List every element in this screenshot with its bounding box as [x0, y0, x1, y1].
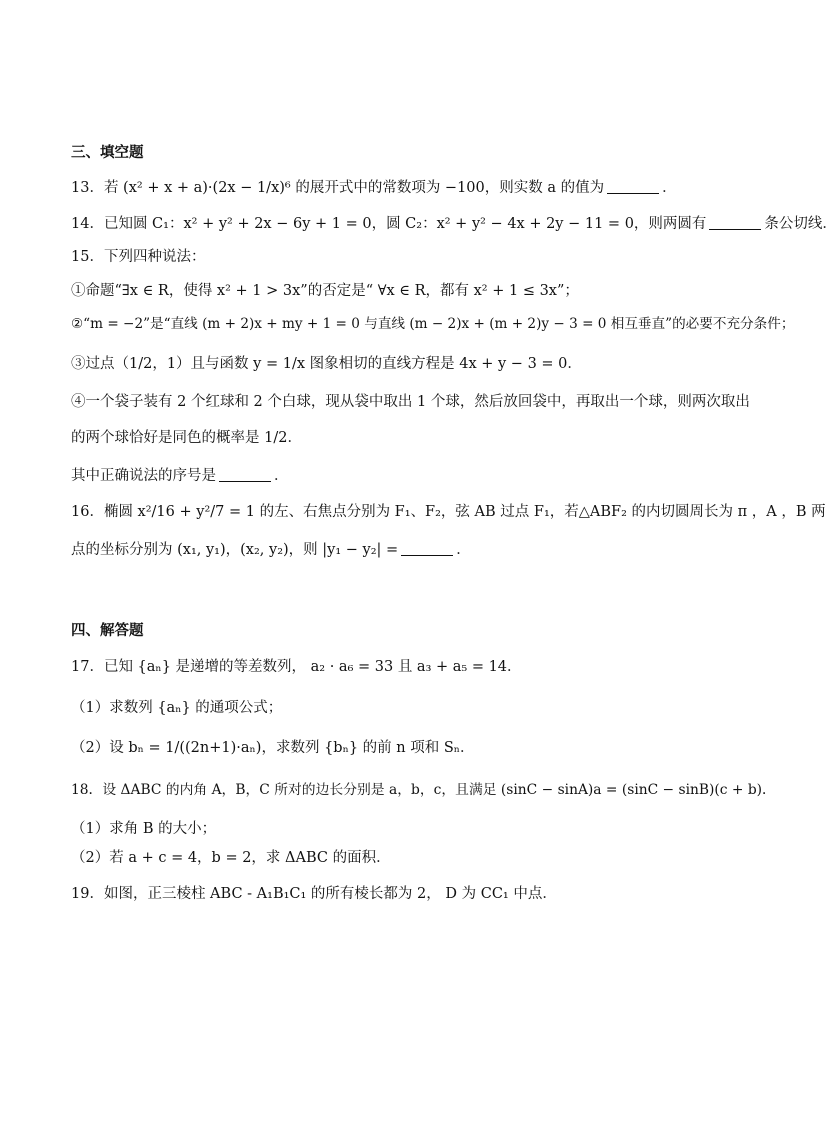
question-17: 17．已知 {aₙ} 是递增的等差数列， a₂ · a₆ = 33 且 a₃ + a₅ = 14．: [71, 659, 522, 675]
question-17-part-1: （1）求数列 {aₙ} 的通项公式；: [71, 700, 283, 716]
question-14: 14．已知圆 C₁：x² + y² + 2x − 6y + 1 = 0，圆 C₂：x² + y² − 4x + 2y − 11 = 0，则两圆有 条公切线．: [71, 216, 837, 232]
answer-blank[interactable]: [607, 179, 659, 194]
question-13: 13．若 (x² + x + a)·(2x − 1/x)⁶ 的展开式中的常数项为 −100，则实数 a 的值为 ．: [71, 180, 677, 196]
question-16-line-2: 点的坐标分别为 (x₁, y₁)，(x₂, y₂)，则 |y₁ − y₂| = ．: [71, 542, 471, 558]
question-15-item-4-line-2: 的两个球恰好是同色的概率是 1/2．: [71, 430, 302, 446]
answer-blank[interactable]: [709, 215, 761, 230]
question-18-part-1: （1）求角 B 的大小；: [71, 821, 217, 837]
question-15-item-2: ②“m = −2”是“直线 (m + 2)x + my + 1 = 0 与直线 (m − 2)x + (m + 2)y − 3 = 0 相互垂直”的必要不充分条件；: [71, 316, 795, 332]
section-title-fill-blank: 三、填空题: [71, 145, 144, 161]
question-15-item-3: ③过点（1/2，1）且与函数 y = 1/x 图象相切的直线方程是 4x + y − 3 = 0．: [71, 356, 582, 372]
question-18-part-2: （2）若 a + c = 4，b = 2，求 ΔABC 的面积．: [71, 850, 391, 866]
question-16-line-1: 16．椭圆 x²/16 + y²/7 = 1 的左、右焦点分别为 F₁、F₂，弦 AB 过点 F₁，若△ABF₂ 的内切圆周长为 π ，A ，B 两: [71, 504, 826, 520]
question-13-text: 13．若 (x² + x + a)·(2x − 1/x)⁶ 的展开式中的常数项为 −100，则实数 a 的值为: [71, 180, 605, 196]
question-18: 18．设 ΔABC 的内角 A，B，C 所对的边长分别是 a，b，c，且满足 (sinC − sinA)a = (sinC − sinB)(c + b)．: [71, 782, 776, 798]
section-title-answer-questions: 四、解答题: [71, 623, 144, 639]
question-15: 15．下列四种说法：: [71, 249, 206, 265]
answer-blank[interactable]: [401, 541, 453, 556]
question-17-part-2: （2）设 bₙ = 1/((2n+1)·aₙ)，求数列 {bₙ} 的前 n 项和 Sₙ．: [71, 740, 475, 756]
question-15-answer: 其中正确说法的序号是 ．: [71, 468, 289, 484]
question-19: 19．如图，正三棱柱 ABC - A₁B₁C₁ 的所有棱长都为 2， D 为 CC₁ 中点．: [71, 886, 557, 902]
question-15-item-4-line-1: ④一个袋子装有 2 个红球和 2 个白球，现从袋中取出 1 个球，然后放回袋中，再取出一个球，则两次取出: [71, 394, 750, 410]
answer-blank[interactable]: [219, 467, 271, 482]
question-15-item-1: ①命题“∃x ∈ R，使得 x² + 1 > 3x”的否定是“ ∀x ∈ R，都有 x² + 1 ≤ 3x”；: [71, 283, 579, 299]
question-14-text: 14．已知圆 C₁：x² + y² + 2x − 6y + 1 = 0，圆 C₂：x² + y² − 4x + 2y − 11 = 0，则两圆有: [71, 216, 707, 232]
